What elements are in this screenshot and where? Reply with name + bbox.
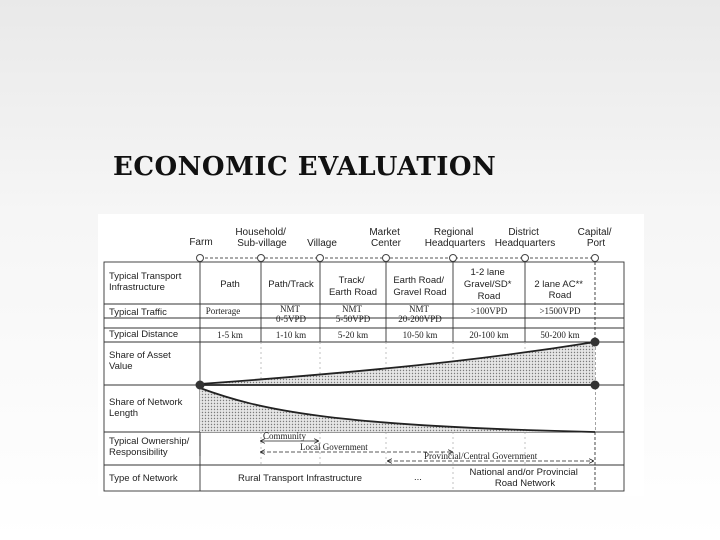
settlement-district: District Headquarters	[494, 227, 556, 249]
row-label-traffic: Typical Traffic	[109, 307, 167, 318]
network-type-ellipsis: ...	[414, 472, 422, 483]
traffic-cell: NMT 0-5VPD	[275, 304, 307, 324]
baseline-node-left	[196, 381, 205, 390]
slide-title: ECONOMIC EVALUATION	[113, 152, 497, 182]
distance-cell: 5-20 km	[337, 330, 369, 340]
settlement-capital: Capital/ Port	[577, 227, 612, 249]
infra-cell: Earth Road/ Gravel Road	[393, 275, 447, 298]
row-label-distance: Typical Distance	[109, 329, 179, 340]
ownership-local-government: Local Government	[300, 442, 368, 452]
traffic-cell: NMT 5-50VPD	[335, 304, 371, 324]
settlement-household: Household/ Sub-village	[235, 227, 287, 249]
ownership-provincial-government: Provincial/Central Government	[424, 451, 538, 461]
infra-cell: 1-2 lane Gravel/SD* Road	[463, 267, 512, 302]
row-label-network-length: Share of Network Length	[109, 397, 183, 419]
infra-cell: 2 lane AC** Road	[534, 279, 583, 301]
traffic-cell: >100VPD	[470, 306, 508, 316]
infra-cell: Path	[220, 279, 240, 290]
row-label-infrastructure: Typical Transport Infrastructure	[109, 271, 182, 293]
settlement-village: Village	[307, 238, 337, 249]
distance-cell: 10-50 km	[402, 330, 438, 340]
settlement-farm: Farm	[189, 237, 213, 248]
settlement-regional: Regional Headquarters	[424, 227, 486, 249]
row-label-ownership: Typical Ownership/ Responsibility	[109, 436, 190, 458]
infra-cell: Track/ Earth Road	[328, 275, 378, 298]
ownership-community: Community	[263, 431, 307, 441]
traffic-cell: >1500VPD	[539, 306, 581, 316]
settlement-market: Market Center	[369, 227, 402, 249]
row-label-network-type: Type of Network	[109, 473, 178, 484]
traffic-cell: Porterage	[205, 306, 241, 316]
distance-cell: 1-5 km	[217, 330, 243, 340]
distance-cell: 20-100 km	[469, 330, 509, 340]
baseline-node-right	[591, 381, 600, 390]
distance-cell: 1-10 km	[275, 330, 307, 340]
asset-value-node	[591, 338, 600, 347]
row-label-asset: Share of Asset Value	[109, 350, 171, 372]
network-type-national: National and/or Provincial Road Network	[469, 467, 578, 489]
traffic-cell: NMT 20-200VPD	[398, 304, 442, 324]
network-type-rural: Rural Transport Infrastructure	[237, 473, 363, 484]
infra-cell: Path/Track	[268, 279, 314, 290]
distance-cell: 50-200 km	[540, 330, 580, 340]
